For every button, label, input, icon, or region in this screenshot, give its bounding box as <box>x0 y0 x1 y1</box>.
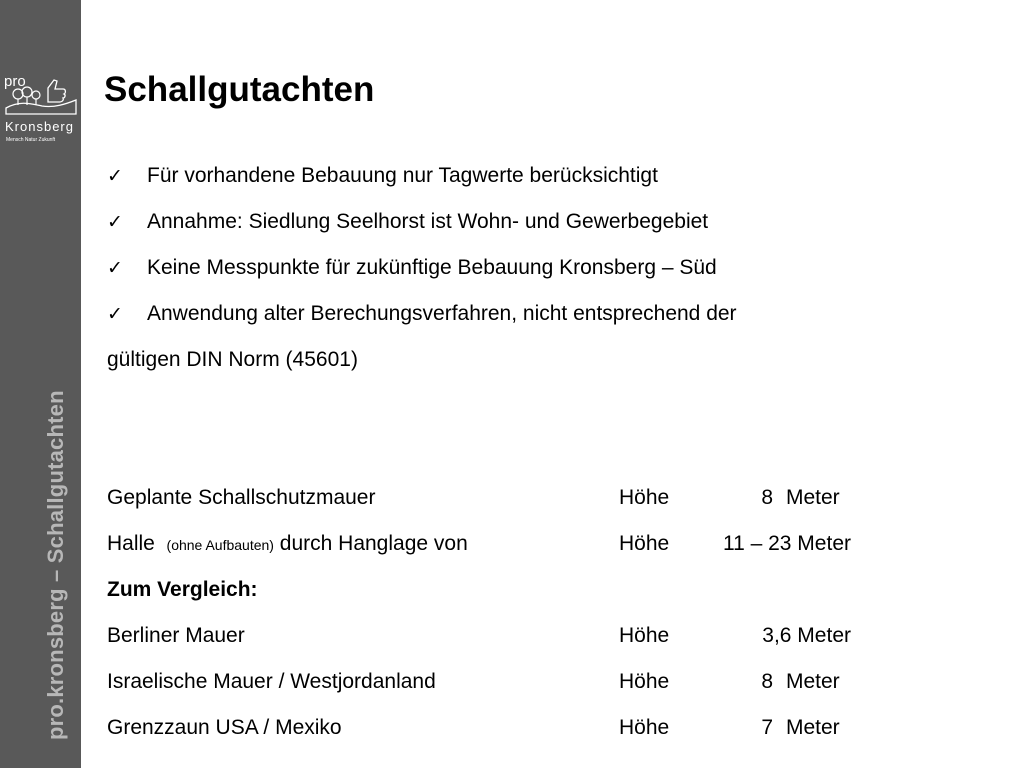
row-value: 7 <box>761 716 773 739</box>
logo-pro-text: pro <box>4 73 26 90</box>
bullet-text: Annahme: Siedlung Seelhorst ist Wohn- und Gewerbegebiet <box>147 210 709 233</box>
row-label-small: (ohne Aufbauten) <box>166 537 274 553</box>
bullet-item <box>107 210 708 234</box>
tree-icon <box>13 87 40 105</box>
slide-title: Schallgutachten <box>104 70 375 109</box>
row-value: 8 <box>761 486 773 509</box>
checkmark-icon: ✓ <box>107 304 123 325</box>
row-label <box>107 532 468 556</box>
logo-name-text: Kronsberg <box>5 119 74 134</box>
bullet-continuation: gültigen DIN Norm (45601) <box>107 348 358 371</box>
row-hoehe: Höhe <box>619 716 670 739</box>
bullet-item <box>107 256 717 280</box>
row-hoehe: Höhe <box>619 670 670 693</box>
pro-kronsberg-logo <box>2 70 79 150</box>
bullet-item <box>107 164 658 188</box>
thumb-up-icon <box>48 80 65 102</box>
bullet-text: Für vorhandene Bebauung nur Tagwerte berücksichtigt <box>147 164 658 187</box>
comparison-row <box>107 670 867 700</box>
row-unit: Meter <box>786 670 840 693</box>
row-label-rest: durch Hanglage von <box>279 532 468 555</box>
bullet-item <box>107 302 737 326</box>
comparison-row <box>107 624 867 654</box>
row-label: Geplante Schallschutzmauer <box>107 486 376 509</box>
bullet-text: Anwendung alter Berechungsverfahren, nicht entsprechend der <box>147 302 737 325</box>
row-value: 8 <box>761 670 773 693</box>
comparison-row <box>107 716 867 746</box>
comparison-row <box>107 486 867 516</box>
row-label: Israelische Mauer / Westjordanland <box>107 670 436 693</box>
hill-icon <box>6 100 76 114</box>
row-unit: Meter <box>786 716 840 739</box>
bullet-text: Keine Messpunkte für zukünftige Bebauung Kronsberg – Süd <box>147 256 717 279</box>
row-label: Grenzzaun USA / Mexiko <box>107 716 342 739</box>
row-value: 11 – 23 Meter <box>722 532 851 555</box>
row-hoehe: Höhe <box>619 532 670 555</box>
row-heading: Zum Vergleich: <box>107 578 258 601</box>
row-unit: Meter <box>786 486 840 509</box>
checkmark-icon: ✓ <box>107 258 123 279</box>
row-value: 3,6 Meter <box>762 624 851 647</box>
row-hoehe: Höhe <box>619 624 670 647</box>
row-label-main: Halle <box>107 532 155 555</box>
checkmark-icon: ✓ <box>107 212 123 233</box>
sidebar <box>0 0 81 768</box>
logo-tagline-text: Mensch Natur Zukunft <box>6 137 56 143</box>
row-hoehe: Höhe <box>619 486 670 509</box>
vertical-slide-title: pro.kronsberg – Schallgutachten <box>43 390 68 740</box>
comparison-row <box>107 532 867 562</box>
comparison-heading <box>107 578 867 608</box>
checkmark-icon: ✓ <box>107 166 123 187</box>
row-label: Berliner Mauer <box>107 624 245 647</box>
